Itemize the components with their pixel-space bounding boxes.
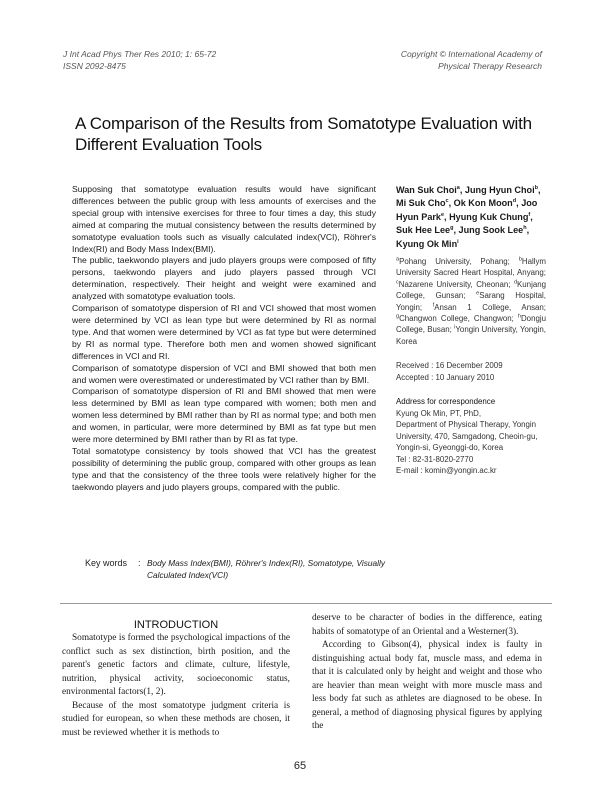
author-name: Mi Suk Cho: [396, 198, 446, 209]
received-date: Received : 16 December 2009: [396, 361, 503, 371]
body-left-column: [62, 618, 290, 740]
abstract-paragraph: Total somatotype consistency by tools showed that VCI has the greatest possibility of determining the public group, compared with other groups as lean type and that the consistency of the three tools were relatively higher for the taekwondo players and judo players groups, compared with the public.: [72, 445, 376, 492]
author-name: Wan Suk Choi: [396, 185, 457, 195]
author-name: Joo Hyun Park: [396, 198, 538, 222]
abstract-paragraph: Comparison of somatotype dispersion of RI and BMI showed that men were less determined by BMI as lean type compared with women; both men and women less determined by BMI rather than by RI as normal type; and both men and women, in particular, were more determined by BMI as fat type but men were more determined by BMI rather than by RI as fat type.: [72, 386, 376, 445]
body-paragraph: Somatotype is formed the psychological impactions of the conflict such as sex distinction, birth position, and the parent's genetic factors and climate, culture, lifestyle, nutrition, physical activity, socioeconomic status, environmental factors(1, 2).: [62, 633, 290, 697]
affiliation-superscript: f: [432, 302, 435, 309]
correspondence-email: E-mail : komin@yongin.ac.kr: [396, 465, 497, 475]
abstract: [72, 184, 376, 494]
keywords-colon: :: [138, 558, 141, 568]
affiliation-text: Sarang Hospital, Yongin;: [396, 291, 546, 312]
affiliation-superscript: e: [476, 290, 480, 297]
author-info-column: [396, 184, 546, 476]
section-heading: INTRODUCTION: [133, 619, 219, 631]
author-superscript: c: [445, 198, 449, 205]
copyright-org: Physical Therapy Research: [438, 61, 542, 71]
journal-issn: ISSN 2092-8475: [63, 61, 126, 71]
journal-header: [63, 48, 216, 72]
author-superscript: h: [523, 225, 527, 232]
journal-citation: J Int Acad Phys Ther Res 2010; 1: 65-72: [63, 49, 217, 59]
affiliation-list: [396, 256, 546, 347]
copyright-line: Copyright © International Academy of: [400, 49, 542, 59]
abstract-paragraph: Comparison of somatotype dispersion of RI and VCI showed that most women were determined by VCI as lean type but were determined by RI as normal type. And that women were determined by VCI as fat type but were determined by RI as normal type. Therefore both men and women showed significant differences in VCI and RI.: [72, 303, 376, 361]
author-superscript: g: [450, 225, 454, 232]
abstract-paragraph: Comparison of somatotype dispersion of VCI and BMI showed that both men and women were overestimated or underestimated by VCI rather than by BMI.: [72, 362, 376, 385]
affiliation-superscript: i: [454, 324, 456, 331]
author-name: Ok Kon Moon: [453, 198, 513, 209]
author-name: Jung Sook Lee: [458, 225, 524, 236]
affiliation-text: Nazarene University, Cheonan;: [398, 279, 514, 289]
author-name: Suk Hee Lee: [396, 225, 451, 236]
affiliation-superscript: c: [396, 279, 399, 286]
keywords-text: Body Mass Index(BMI), Röhrer's Index(RI), Somatotype, Visually Calculated Index(VCI): [147, 558, 385, 580]
correspondence-line: Department of Physical Therapy, Yongin University, 470, Samgadong, Cheoin-gu, Yongin-si, Gyeonggi-do, Korea: [396, 420, 538, 453]
affiliation-text: Hallym University Sacred Heart Hospital, Anyang;: [396, 257, 546, 278]
affiliation-superscript: b: [518, 256, 522, 263]
abstract-paragraph: The public, taekwondo players and judo players groups were composed of fifty persons, taekwondo players and judo players passed through VCI determination, respectively. Their height and weight were examined and analyzed with somatotype evaluation tools.: [72, 255, 376, 302]
body-right-column: [312, 612, 542, 734]
author-list: Wan Suk Choi$^a$, Jung Hyun Choi$^b$, Mi Suk Cho$^c$, Ok Kon Moon$^d$, Joo Hyun Park$^e$, Hyung Kuk Chung$^f$, Suk Hee Lee$^g$, Jung Sook Lee$^h$, Kyung Ok Min$^i$: [396, 184, 541, 249]
affiliation-text: Kunjang College, Gunsan;: [396, 279, 546, 301]
affiliation-superscript: a: [396, 256, 400, 263]
body-paragraph: Because of the most somatotype judgment criteria is studied for european, so when these methods are chosen, it must be reviewed whether it is methods to: [62, 700, 290, 738]
affiliation-text: Pohang University, Pohang;: [399, 257, 519, 267]
affiliation-text: Dongju College, Busan;: [396, 314, 546, 335]
affiliation-text: Ansan 1 College, Ansan;: [434, 302, 546, 312]
author-superscript: i: [457, 238, 459, 245]
author-superscript: e: [440, 211, 445, 218]
affiliation-text: Changwon College, Changwon;: [399, 314, 518, 324]
affiliation-superscript: h: [517, 313, 521, 320]
section-divider: [60, 603, 552, 604]
copyright-header: [401, 48, 542, 72]
author-name: Kyung Ok Min: [396, 238, 458, 249]
correspondence-block: [396, 396, 546, 476]
affiliation-text: Yongin University, Yongin, Korea: [396, 325, 546, 346]
body-paragraph: According to Gibson(4), physical index is faulty in distinguishing actual body fat, muscle mass, and edema in that it is calculated only by height and weight and those who are heavier than mean weight with more muscle mass and less body fat such as athletes are diagnosed to be obese. In general, a method of diagnosing physical figures by applying the: [312, 640, 542, 731]
author-superscript: f: [528, 211, 531, 218]
correspondence-line: Kyung Ok Min, PT, PhD,: [396, 408, 482, 418]
submission-dates: [396, 360, 546, 383]
affiliation-superscript: d: [513, 279, 518, 286]
abstract-paragraph: Supposing that somatotype evaluation results would have significant differences between the public group with less amounts of exercises and the special group with intensive exercises for three to four times a day, this study aimed at comparing the mutual consistency between the results determined by somatotype evaluation tools such as visually calculated index(VCI), Röhrer's Index(RI) and Body Mass Index(BMI).: [72, 184, 376, 254]
accepted-date: Accepted : 10 January 2010: [396, 372, 495, 382]
page-number: 65: [293, 760, 307, 772]
paper-title: A Comparison of the Results from Somatotype Evaluation with Different Evaluation Tools: [75, 114, 532, 154]
author-superscript: d: [512, 198, 517, 205]
correspondence-line: Tel : 82-31-8020-2770: [396, 454, 474, 464]
author-superscript: b: [534, 184, 539, 191]
body-paragraph: deserve to be character of bodies in the difference, eating habits of somatotype of an Oriental and a Westerner(3).: [312, 613, 542, 637]
author-name: Hyung Kuk Chung: [449, 211, 529, 222]
correspondence-heading: Address for correspondence: [396, 397, 496, 407]
affiliation-superscript: g: [396, 313, 400, 320]
keywords-label: Key words: [85, 558, 128, 568]
author-superscript: a: [456, 184, 460, 191]
author-name: Jung Hyun Choi: [464, 185, 535, 195]
